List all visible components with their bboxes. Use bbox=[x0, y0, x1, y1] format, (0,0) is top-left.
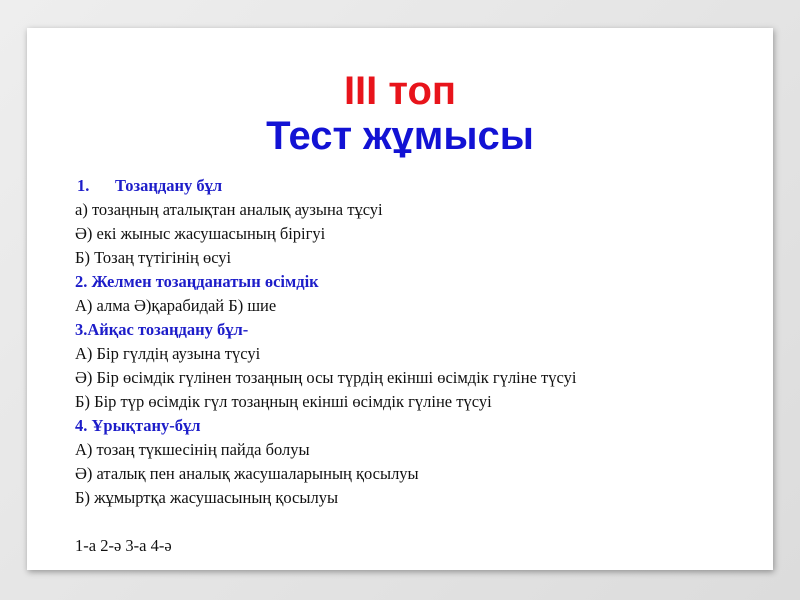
question-3-option-b: Б) Бір түр өсімдік гүл тозаңның екінші өсімдік гүліне түсуі bbox=[75, 392, 492, 411]
question-3-option-ae: Ә) Бір өсімдік гүлінен тозаңның осы түрдің екінші өсімдік гүліне түсуі bbox=[75, 368, 577, 387]
test-content bbox=[75, 174, 763, 558]
question-1-option-b: Б) Тозаң түтігінің өсуі bbox=[75, 248, 232, 267]
question-1-text: Тозаңдану бұл bbox=[115, 176, 223, 195]
slide-title: III топ bbox=[343, 69, 457, 113]
question-4-option-ae: Ә) аталық пен аналық жасушаларының қосылуы bbox=[75, 464, 419, 483]
question-1-option-a: а) тозаңның аталықтан аналық аузына тұсуі bbox=[75, 200, 383, 219]
question-1-option-ae: Ә) екі жыныс жасушасының бірігуі bbox=[75, 224, 326, 243]
question-4: 4. Ұрықтану-бұл bbox=[75, 416, 201, 435]
question-3: 3.Айқас тозаңдану бұл- bbox=[75, 320, 249, 339]
question-3-option-a: А) Бір гүлдің аузына түсуі bbox=[75, 344, 261, 363]
answer-key: 1-а 2-ә 3-а 4-ә bbox=[75, 536, 172, 555]
slide-subtitle: Тест жұмысы bbox=[266, 114, 534, 158]
question-1 bbox=[75, 174, 763, 198]
question-4-option-b: Б) жұмыртқа жасушасының қосылуы bbox=[75, 488, 339, 507]
question-2-options: А) алма Ә)қарабидай Б) шие bbox=[75, 296, 277, 315]
slide bbox=[27, 28, 773, 570]
spacer bbox=[75, 510, 763, 534]
question-1-number: 1. bbox=[77, 176, 90, 195]
question-4-option-a: А) тозаң түкшесінің пайда болуы bbox=[75, 440, 310, 459]
question-2: 2. Желмен тозаңданатын өсімдік bbox=[75, 272, 319, 291]
